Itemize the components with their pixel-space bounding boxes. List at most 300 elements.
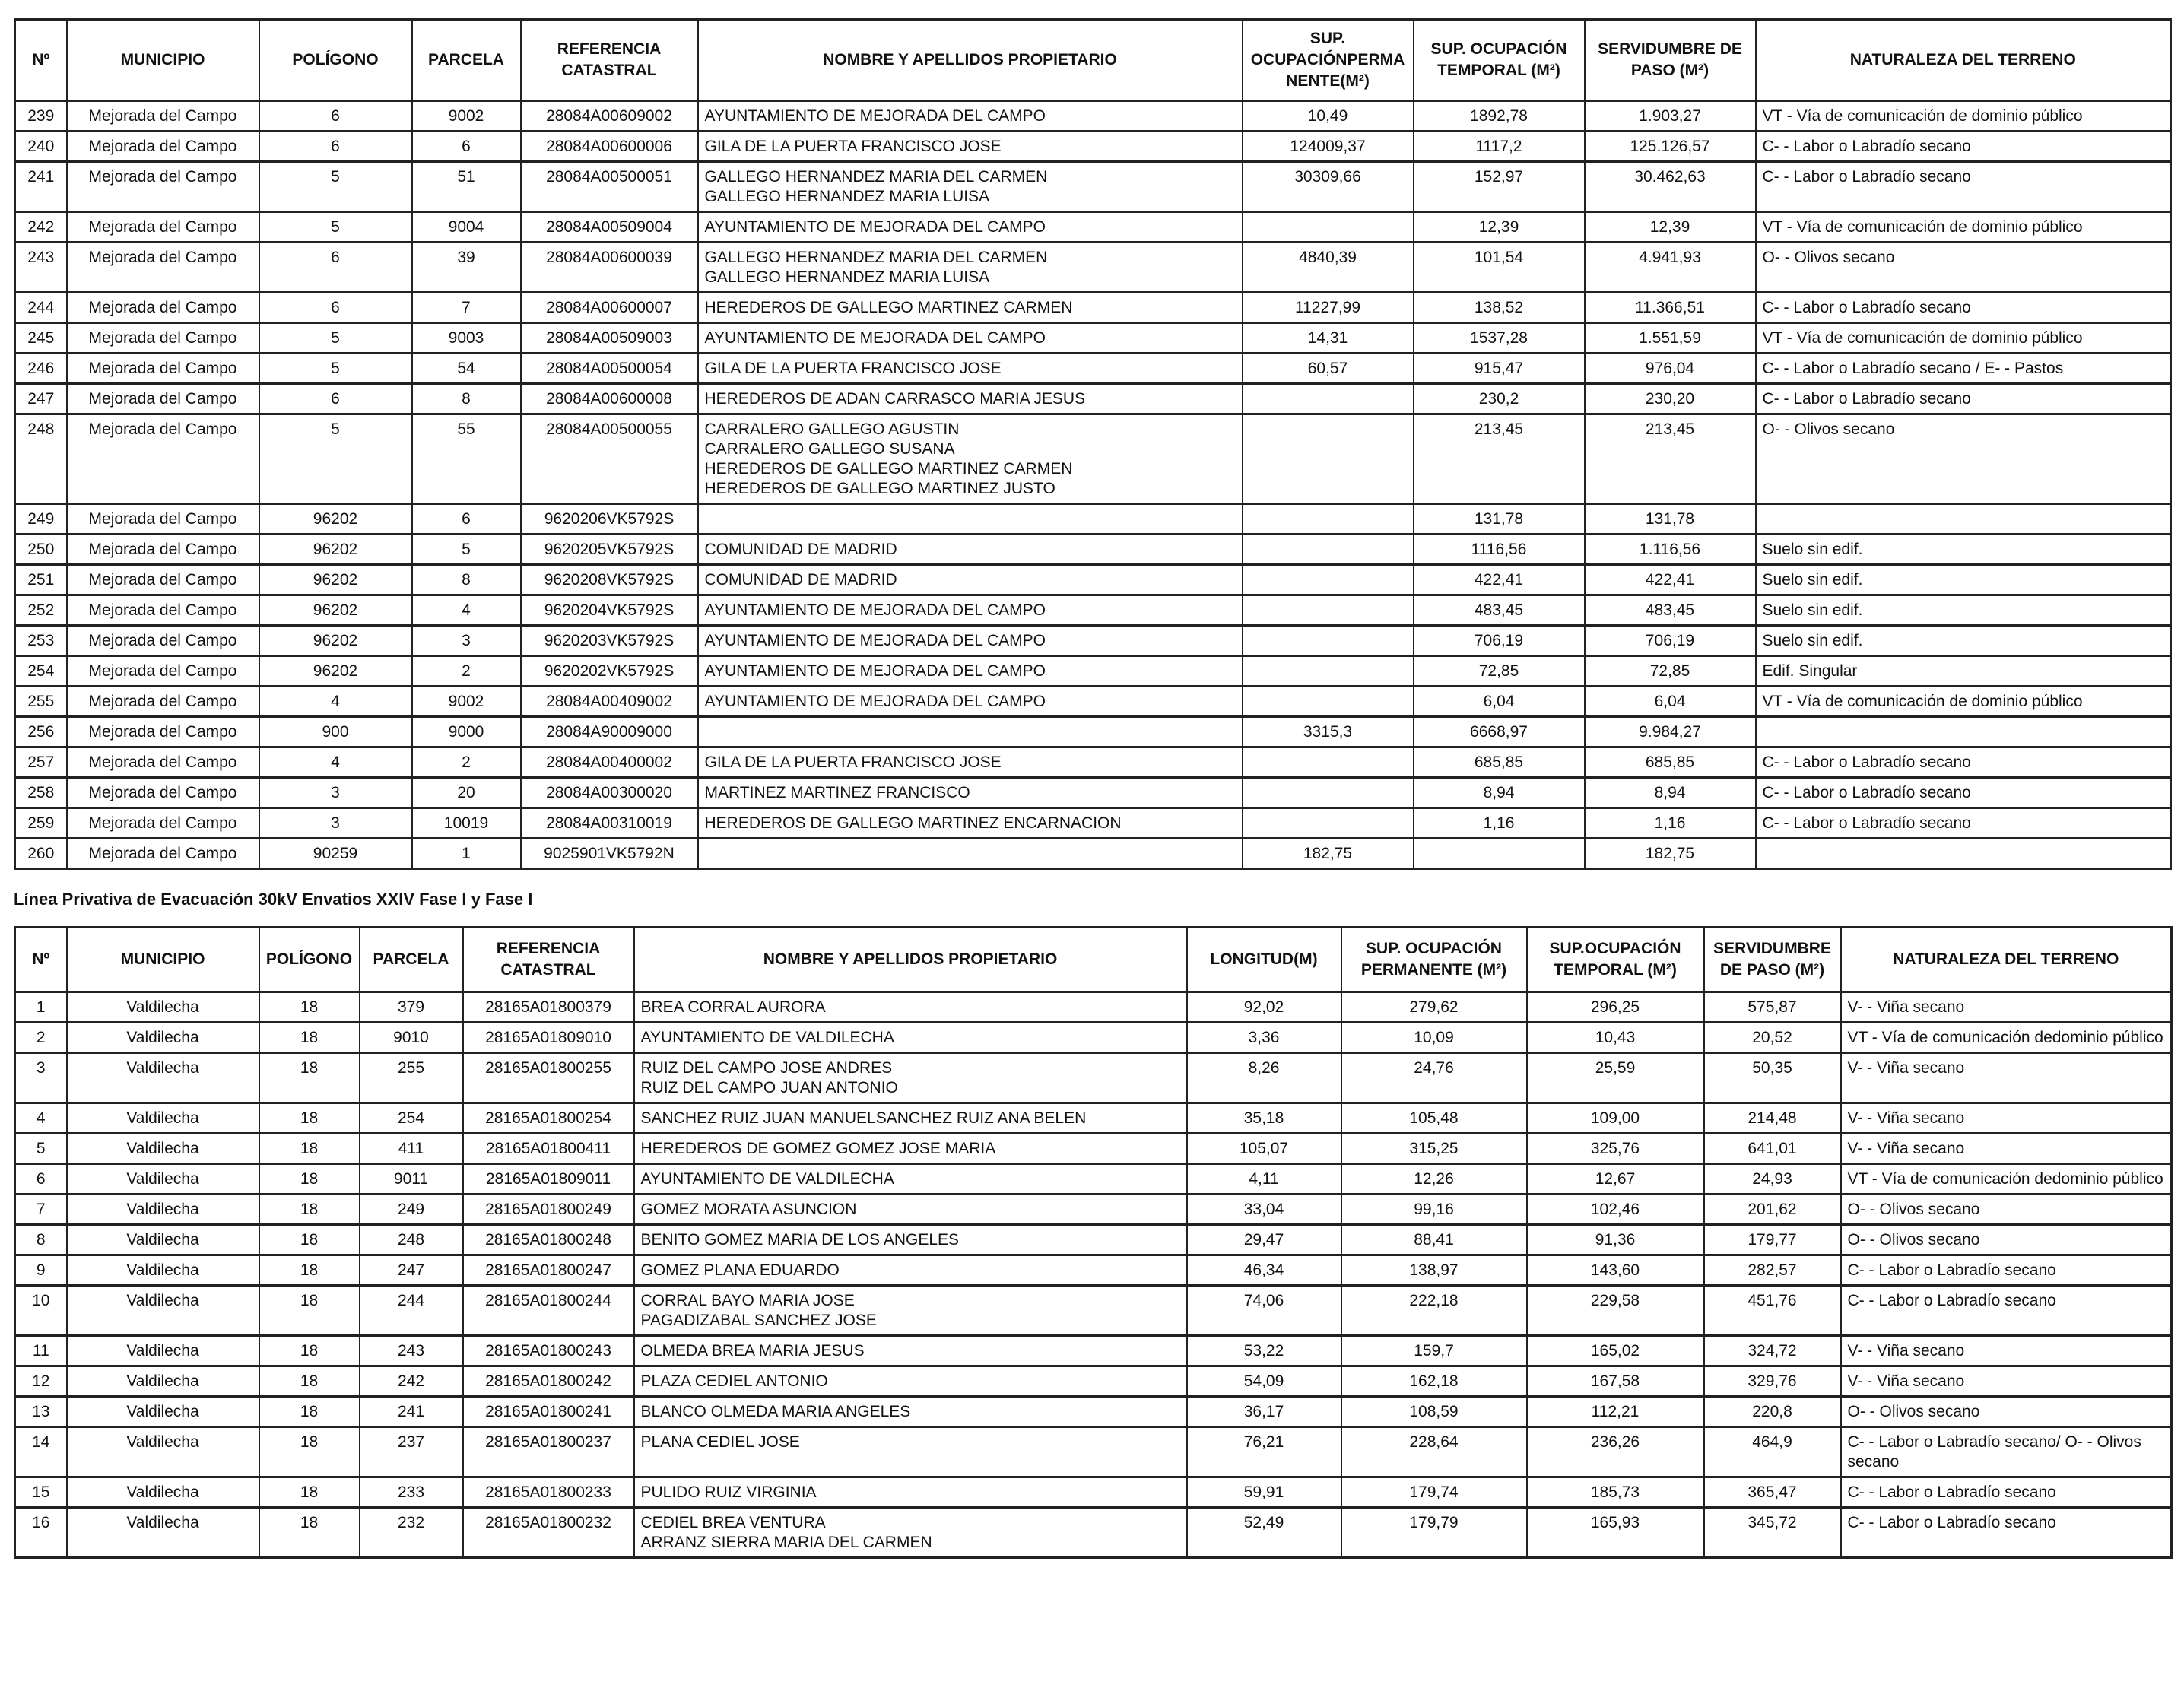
table-cell: 10,49 [1243,101,1414,132]
table-cell [698,212,1243,243]
owner-name: MARTINEZ MARTINEZ FRANCISCO [704,784,970,801]
owner-name: AYUNTAMIENTO DE VALDILECHA [640,1029,894,1046]
table-cell [1414,839,1585,869]
table-cell: V- - Viña secano [1841,1103,2172,1134]
table-row [15,656,2171,687]
table-cell: 245 [15,323,67,354]
table-row [15,1164,2172,1195]
table-cell: 165,02 [1527,1336,1704,1366]
table-cell [1243,687,1414,717]
table-cell: O- - Olivos secano [1756,414,2171,504]
table-cell: 9 [15,1255,67,1286]
column-header: SERVIDUMBRE DE PASO (M²) [1585,20,1756,101]
table-cell: 18 [259,1053,360,1103]
table-cell: 179,74 [1341,1477,1527,1508]
table-row [15,1134,2172,1164]
owner-name: SANCHEZ RUIZ JUAN MANUELSANCHEZ RUIZ ANA BELEN [640,1109,1087,1127]
table-cell: 50,35 [1704,1053,1841,1103]
table-cell: 18 [259,1225,360,1255]
table-cell: 1892,78 [1414,101,1585,132]
table-cell: VT - Vía de comunicación de dominio público [1756,212,2171,243]
table-cell [634,1053,1187,1103]
table-cell: 329,76 [1704,1366,1841,1397]
table-cell: 18 [259,1477,360,1508]
table-cell: 28165A01809010 [463,1023,634,1053]
table-cell: 28165A01800411 [463,1134,634,1164]
table-cell: 2 [412,747,521,778]
table-cell: 1,16 [1585,808,1756,839]
table-cell: 96202 [259,535,412,565]
table-row [15,323,2171,354]
owner-name: GILA DE LA PUERTA FRANCISCO JOSE [704,138,1002,155]
table-cell: 30.462,63 [1585,162,1756,212]
table-cell [698,687,1243,717]
table-row [15,992,2172,1023]
owner-name: ARRANZ SIERRA MARIA DEL CARMEN [640,1534,932,1551]
table-cell: Mejorada del Campo [67,212,259,243]
table-cell: 28165A01800233 [463,1477,634,1508]
owner-name: AYUNTAMIENTO DE VALDILECHA [640,1170,894,1188]
table-cell: 159,7 [1341,1336,1527,1366]
table-cell: 9002 [412,687,521,717]
table-cell: 260 [15,839,67,869]
table-cell: Valdilecha [67,1336,259,1366]
column-header: SUP. OCUPACIÓN PERMANENTE (M²) [1341,928,1527,992]
table-cell: 28084A00509003 [521,323,698,354]
table-cell: 259 [15,808,67,839]
table-cell: 230,2 [1414,384,1585,414]
table-cell: Mejorada del Campo [67,747,259,778]
table-cell: 220,8 [1704,1397,1841,1427]
table-cell: 11.366,51 [1585,293,1756,323]
table-cell: 53,22 [1187,1336,1341,1366]
column-header: LONGITUD(M) [1187,928,1341,992]
table-cell: 54,09 [1187,1366,1341,1397]
table-cell: 18 [259,1286,360,1336]
table-cell: 90259 [259,839,412,869]
table-cell: 18 [259,1195,360,1225]
table-cell [698,656,1243,687]
table-cell: 1 [412,839,521,869]
table-cell: Suelo sin edif. [1756,595,2171,626]
column-header: SUP. OCUPACIÓNPERMANENTE(M²) [1243,20,1414,101]
owner-name: RUIZ DEL CAMPO JUAN ANTONIO [640,1079,898,1096]
table-cell [1243,212,1414,243]
table-cell: 4,11 [1187,1164,1341,1195]
table-cell: Mejorada del Campo [67,687,259,717]
table-cell: 28084A00600007 [521,293,698,323]
table-cell: 228,64 [1341,1427,1527,1477]
table-cell: 10 [15,1286,67,1336]
owner-name: GALLEGO HERNANDEZ MARIA LUISA [704,188,990,205]
table-cell: 4 [15,1103,67,1134]
table-cell: 915,47 [1414,354,1585,384]
table-cell [698,323,1243,354]
owner-name: GALLEGO HERNANDEZ MARIA DEL CARMEN [704,168,1048,186]
table-cell: 14,31 [1243,323,1414,354]
table-cell [1243,626,1414,656]
table-cell: 9002 [412,101,521,132]
table-cell: 54 [412,354,521,384]
owner-name [705,844,1236,864]
table-cell: 483,45 [1585,595,1756,626]
table-cell: 6 [259,293,412,323]
table-cell: 12,39 [1414,212,1585,243]
table-cell: 167,58 [1527,1366,1704,1397]
table-cell: 1116,56 [1414,535,1585,565]
table-cell: 325,76 [1527,1134,1704,1164]
owner-name: HEREDEROS DE ADAN CARRASCO MARIA JESUS [704,390,1086,408]
table-cell: 249 [360,1195,463,1225]
table-cell: 243 [15,243,67,293]
table-cell: Mejorada del Campo [67,414,259,504]
table-cell: 6 [412,504,521,535]
owner-name: CORRAL BAYO MARIA JOSE [640,1292,855,1309]
table-cell: 5 [15,1134,67,1164]
table-cell [1243,747,1414,778]
parcel-table-mejorada [14,18,2172,870]
table-cell [698,243,1243,293]
table-cell: 345,72 [1704,1508,1841,1558]
owner-name: HEREDEROS DE GOMEZ GOMEZ JOSE MARIA [640,1140,996,1157]
table-cell: Valdilecha [67,1103,259,1134]
table-cell [634,1477,1187,1508]
table-cell [698,132,1243,162]
table-cell: 39 [412,243,521,293]
table-cell: VT - Vía de comunicación dedominio público [1841,1164,2172,1195]
table-row [15,717,2171,747]
table-cell: 8,94 [1585,778,1756,808]
table-cell: 9004 [412,212,521,243]
table-header-row [15,928,2172,992]
table-cell: 182,75 [1243,839,1414,869]
table-cell: 641,01 [1704,1134,1841,1164]
table-cell [634,1103,1187,1134]
owner-name: GALLEGO HERNANDEZ MARIA DEL CARMEN [704,249,1048,266]
table-cell: 28165A01800248 [463,1225,634,1255]
table-cell [1243,778,1414,808]
table-cell: 28165A01800255 [463,1053,634,1103]
table-cell: 96202 [259,504,412,535]
table-cell: Valdilecha [67,1053,259,1103]
table-cell [698,626,1243,656]
table-cell: 244 [360,1286,463,1336]
table-cell: C- - Labor o Labradío secano [1841,1255,2172,1286]
table-cell: 108,59 [1341,1397,1527,1427]
table-cell [1756,504,2171,535]
table-cell: 5 [259,162,412,212]
table-cell: 72,85 [1414,656,1585,687]
table-cell [1243,595,1414,626]
table-cell: Suelo sin edif. [1756,626,2171,656]
table-cell: 279,62 [1341,992,1527,1023]
table-cell: 74,06 [1187,1286,1341,1336]
table-cell [698,535,1243,565]
table-cell: Valdilecha [67,1164,259,1195]
table-cell: 9620206VK5792S [521,504,698,535]
table-cell [698,504,1243,535]
table-cell: 222,18 [1341,1286,1527,1336]
table-cell: 6 [412,132,521,162]
table-cell: Suelo sin edif. [1756,535,2171,565]
table-cell: 28165A01800254 [463,1103,634,1134]
table-cell: 96202 [259,565,412,595]
table-cell: 9011 [360,1164,463,1195]
table-cell: 255 [15,687,67,717]
table-cell: 243 [360,1336,463,1366]
owner-name: CEDIEL BREA VENTURA [640,1514,826,1531]
table-cell: C- - Labor o Labradío secano [1841,1508,2172,1558]
table-row [15,778,2171,808]
owner-name: PULIDO RUIZ VIRGINIA [640,1483,817,1501]
table-cell: 9620205VK5792S [521,535,698,565]
table-cell: 28084A00600039 [521,243,698,293]
table-row [15,808,2171,839]
table-cell [634,1164,1187,1195]
table-cell: 685,85 [1414,747,1585,778]
table-cell: 28165A01800241 [463,1397,634,1427]
table-cell: 28165A01800237 [463,1427,634,1477]
table-cell: 96202 [259,656,412,687]
owner-name: BREA CORRAL AURORA [640,998,826,1016]
table-cell: 96202 [259,595,412,626]
table-cell: 8,94 [1414,778,1585,808]
table-cell [1243,808,1414,839]
table-cell [1243,504,1414,535]
table-cell: 28084A00600006 [521,132,698,162]
table-cell: Valdilecha [67,1255,259,1286]
table-cell: 18 [259,1397,360,1427]
table-cell: 6 [259,132,412,162]
table-cell: 10,43 [1527,1023,1704,1053]
table-cell: V- - Viña secano [1841,1134,2172,1164]
table-cell: Valdilecha [67,1366,259,1397]
table-cell: VT - Vía de comunicación de dominio público [1756,101,2171,132]
table-cell [698,839,1243,869]
table-cell: 76,21 [1187,1427,1341,1477]
table-cell: VT - Vía de comunicación de dominio público [1756,323,2171,354]
owner-name: AYUNTAMIENTO DE MEJORADA DEL CAMPO [704,693,1046,710]
table-cell: 91,36 [1527,1225,1704,1255]
table-cell: 3 [259,778,412,808]
column-header: Nº [15,20,67,101]
table-cell: Mejorada del Campo [67,354,259,384]
table-row [15,101,2171,132]
table-cell: 213,45 [1414,414,1585,504]
table-cell: Valdilecha [67,1477,259,1508]
table-cell [634,1397,1187,1427]
table-row [15,354,2171,384]
table-cell: 36,17 [1187,1397,1341,1427]
table-cell: 3 [15,1053,67,1103]
table-cell: Mejorada del Campo [67,778,259,808]
table-row [15,1336,2172,1366]
table-cell: 179,79 [1341,1508,1527,1558]
table-cell: 28084A00500051 [521,162,698,212]
owner-name: COMUNIDAD DE MADRID [704,571,897,589]
table-cell: Mejorada del Campo [67,656,259,687]
owner-name: RUIZ DEL CAMPO JOSE ANDRES [640,1059,893,1077]
table-cell: C- - Labor o Labradío secano [1756,808,2171,839]
table-cell: 18 [259,992,360,1023]
column-header: PARCELA [412,20,521,101]
table-cell: 976,04 [1585,354,1756,384]
table-cell: C- - Labor o Labradío secano [1756,293,2171,323]
table-cell: 324,72 [1704,1336,1841,1366]
table-cell: 7 [412,293,521,323]
table-cell: 4 [259,747,412,778]
table-cell: 258 [15,778,67,808]
table-cell: 28084A00409002 [521,687,698,717]
table-cell: C- - Labor o Labradío secano [1756,747,2171,778]
table-cell: 315,25 [1341,1134,1527,1164]
table-cell: 143,60 [1527,1255,1704,1286]
table-row [15,1103,2172,1134]
table-row [15,384,2171,414]
owner-name: CARRALERO GALLEGO SUSANA [704,440,955,458]
table-cell: 6 [259,243,412,293]
table-row [15,1508,2172,1558]
owner-name: HEREDEROS DE GALLEGO MARTINEZ JUSTO [704,480,1055,497]
table-cell: 3 [412,626,521,656]
column-header: MUNICIPIO [67,20,259,101]
table-cell: 109,00 [1527,1103,1704,1134]
table-cell: 706,19 [1585,626,1756,656]
table-cell [698,565,1243,595]
owner-name: AYUNTAMIENTO DE MEJORADA DEL CAMPO [704,601,1046,619]
owner-name: GILA DE LA PUERTA FRANCISCO JOSE [704,360,1002,377]
table-cell: 28084A00400002 [521,747,698,778]
column-header: NATURALEZA DEL TERRENO [1756,20,2171,101]
owner-name: PLAZA CEDIEL ANTONIO [640,1372,828,1390]
table-cell: 213,45 [1585,414,1756,504]
table-cell: 4840,39 [1243,243,1414,293]
table-cell [634,1195,1187,1225]
table-cell: 179,77 [1704,1225,1841,1255]
table-cell: 9025901VK5792N [521,839,698,869]
table-cell: Mejorada del Campo [67,839,259,869]
owner-name: AYUNTAMIENTO DE MEJORADA DEL CAMPO [704,662,1046,680]
table-cell: 9003 [412,323,521,354]
table-cell: 101,54 [1414,243,1585,293]
column-header: NATURALEZA DEL TERRENO [1841,928,2172,992]
table-cell [634,1286,1187,1336]
table-cell: 28084A00500055 [521,414,698,504]
table-cell: 3 [259,808,412,839]
table-cell [698,354,1243,384]
table-cell: 131,78 [1585,504,1756,535]
table-cell: 250 [15,535,67,565]
table-cell: Valdilecha [67,1225,259,1255]
table-cell: 18 [259,1255,360,1286]
table-cell: 9620202VK5792S [521,656,698,687]
table-cell [1243,384,1414,414]
table-cell: 5 [412,535,521,565]
table-cell: 5 [259,212,412,243]
table-row [15,1255,2172,1286]
table-cell: 244 [15,293,67,323]
table-cell: 252 [15,595,67,626]
table-cell: Edif. Singular [1756,656,2171,687]
table-cell: 28084A00509004 [521,212,698,243]
table-row [15,1225,2172,1255]
table-cell: Valdilecha [67,1195,259,1225]
table-cell [634,1508,1187,1558]
table-cell: 20,52 [1704,1023,1841,1053]
table-cell: 214,48 [1704,1103,1841,1134]
table-cell: Mejorada del Campo [67,535,259,565]
table-cell: 138,52 [1414,293,1585,323]
table-cell: 237 [360,1427,463,1477]
table-cell: 4 [412,595,521,626]
table-cell: 2 [412,656,521,687]
table-cell [1243,535,1414,565]
table-cell: 28165A01800243 [463,1336,634,1366]
table-cell: 28084A00600008 [521,384,698,414]
owner-name: BENITO GOMEZ MARIA DE LOS ANGELES [640,1231,960,1249]
table-cell: 52,49 [1187,1508,1341,1558]
owner-name: COMUNIDAD DE MADRID [704,541,897,558]
table-cell: 18 [259,1366,360,1397]
table-cell: 138,97 [1341,1255,1527,1286]
table-cell: 28165A01800232 [463,1508,634,1558]
table-cell: 10019 [412,808,521,839]
table-cell: 464,9 [1704,1427,1841,1477]
table-cell: 247 [360,1255,463,1286]
column-header: REFERENCIA CATASTRAL [463,928,634,992]
table-cell: Mejorada del Campo [67,504,259,535]
table-cell: Valdilecha [67,992,259,1023]
owner-name: BLANCO OLMEDA MARIA ANGELES [640,1403,911,1420]
table-row [15,293,2171,323]
table-cell: 18 [259,1023,360,1053]
table-cell: 9010 [360,1023,463,1053]
table-row [15,535,2171,565]
column-header: NOMBRE Y APELLIDOS PROPIETARIO [634,928,1187,992]
table-cell: 248 [15,414,67,504]
table-cell: 165,93 [1527,1508,1704,1558]
table-cell [1243,414,1414,504]
table-cell: 28084A00300020 [521,778,698,808]
table-cell: 296,25 [1527,992,1704,1023]
owner-name: HEREDEROS DE GALLEGO MARTINEZ CARMEN [704,299,1073,316]
table-cell: 9620203VK5792S [521,626,698,656]
table-cell: 18 [259,1427,360,1477]
table-cell: 282,57 [1704,1255,1841,1286]
table-cell: Valdilecha [67,1134,259,1164]
table-cell: 685,85 [1585,747,1756,778]
owner-name: PLANA CEDIEL JOSE [640,1433,800,1451]
table-cell: Mejorada del Campo [67,243,259,293]
table-cell: 6 [259,101,412,132]
table-cell [698,384,1243,414]
table-row [15,626,2171,656]
table-cell: 124009,37 [1243,132,1414,162]
owner-name [705,722,1236,742]
table-cell: 16 [15,1508,67,1558]
table-cell: 379 [360,992,463,1023]
table-cell: 11 [15,1336,67,1366]
table-cell: 229,58 [1527,1286,1704,1336]
owner-name: CARRALERO GALLEGO AGUSTIN [704,420,960,438]
table-cell: 24,93 [1704,1164,1841,1195]
table-cell: 9000 [412,717,521,747]
table-cell: 18 [259,1336,360,1366]
table-cell: 162,18 [1341,1366,1527,1397]
table-cell [1756,839,2171,869]
table-cell: 706,19 [1414,626,1585,656]
table-cell: 7 [15,1195,67,1225]
